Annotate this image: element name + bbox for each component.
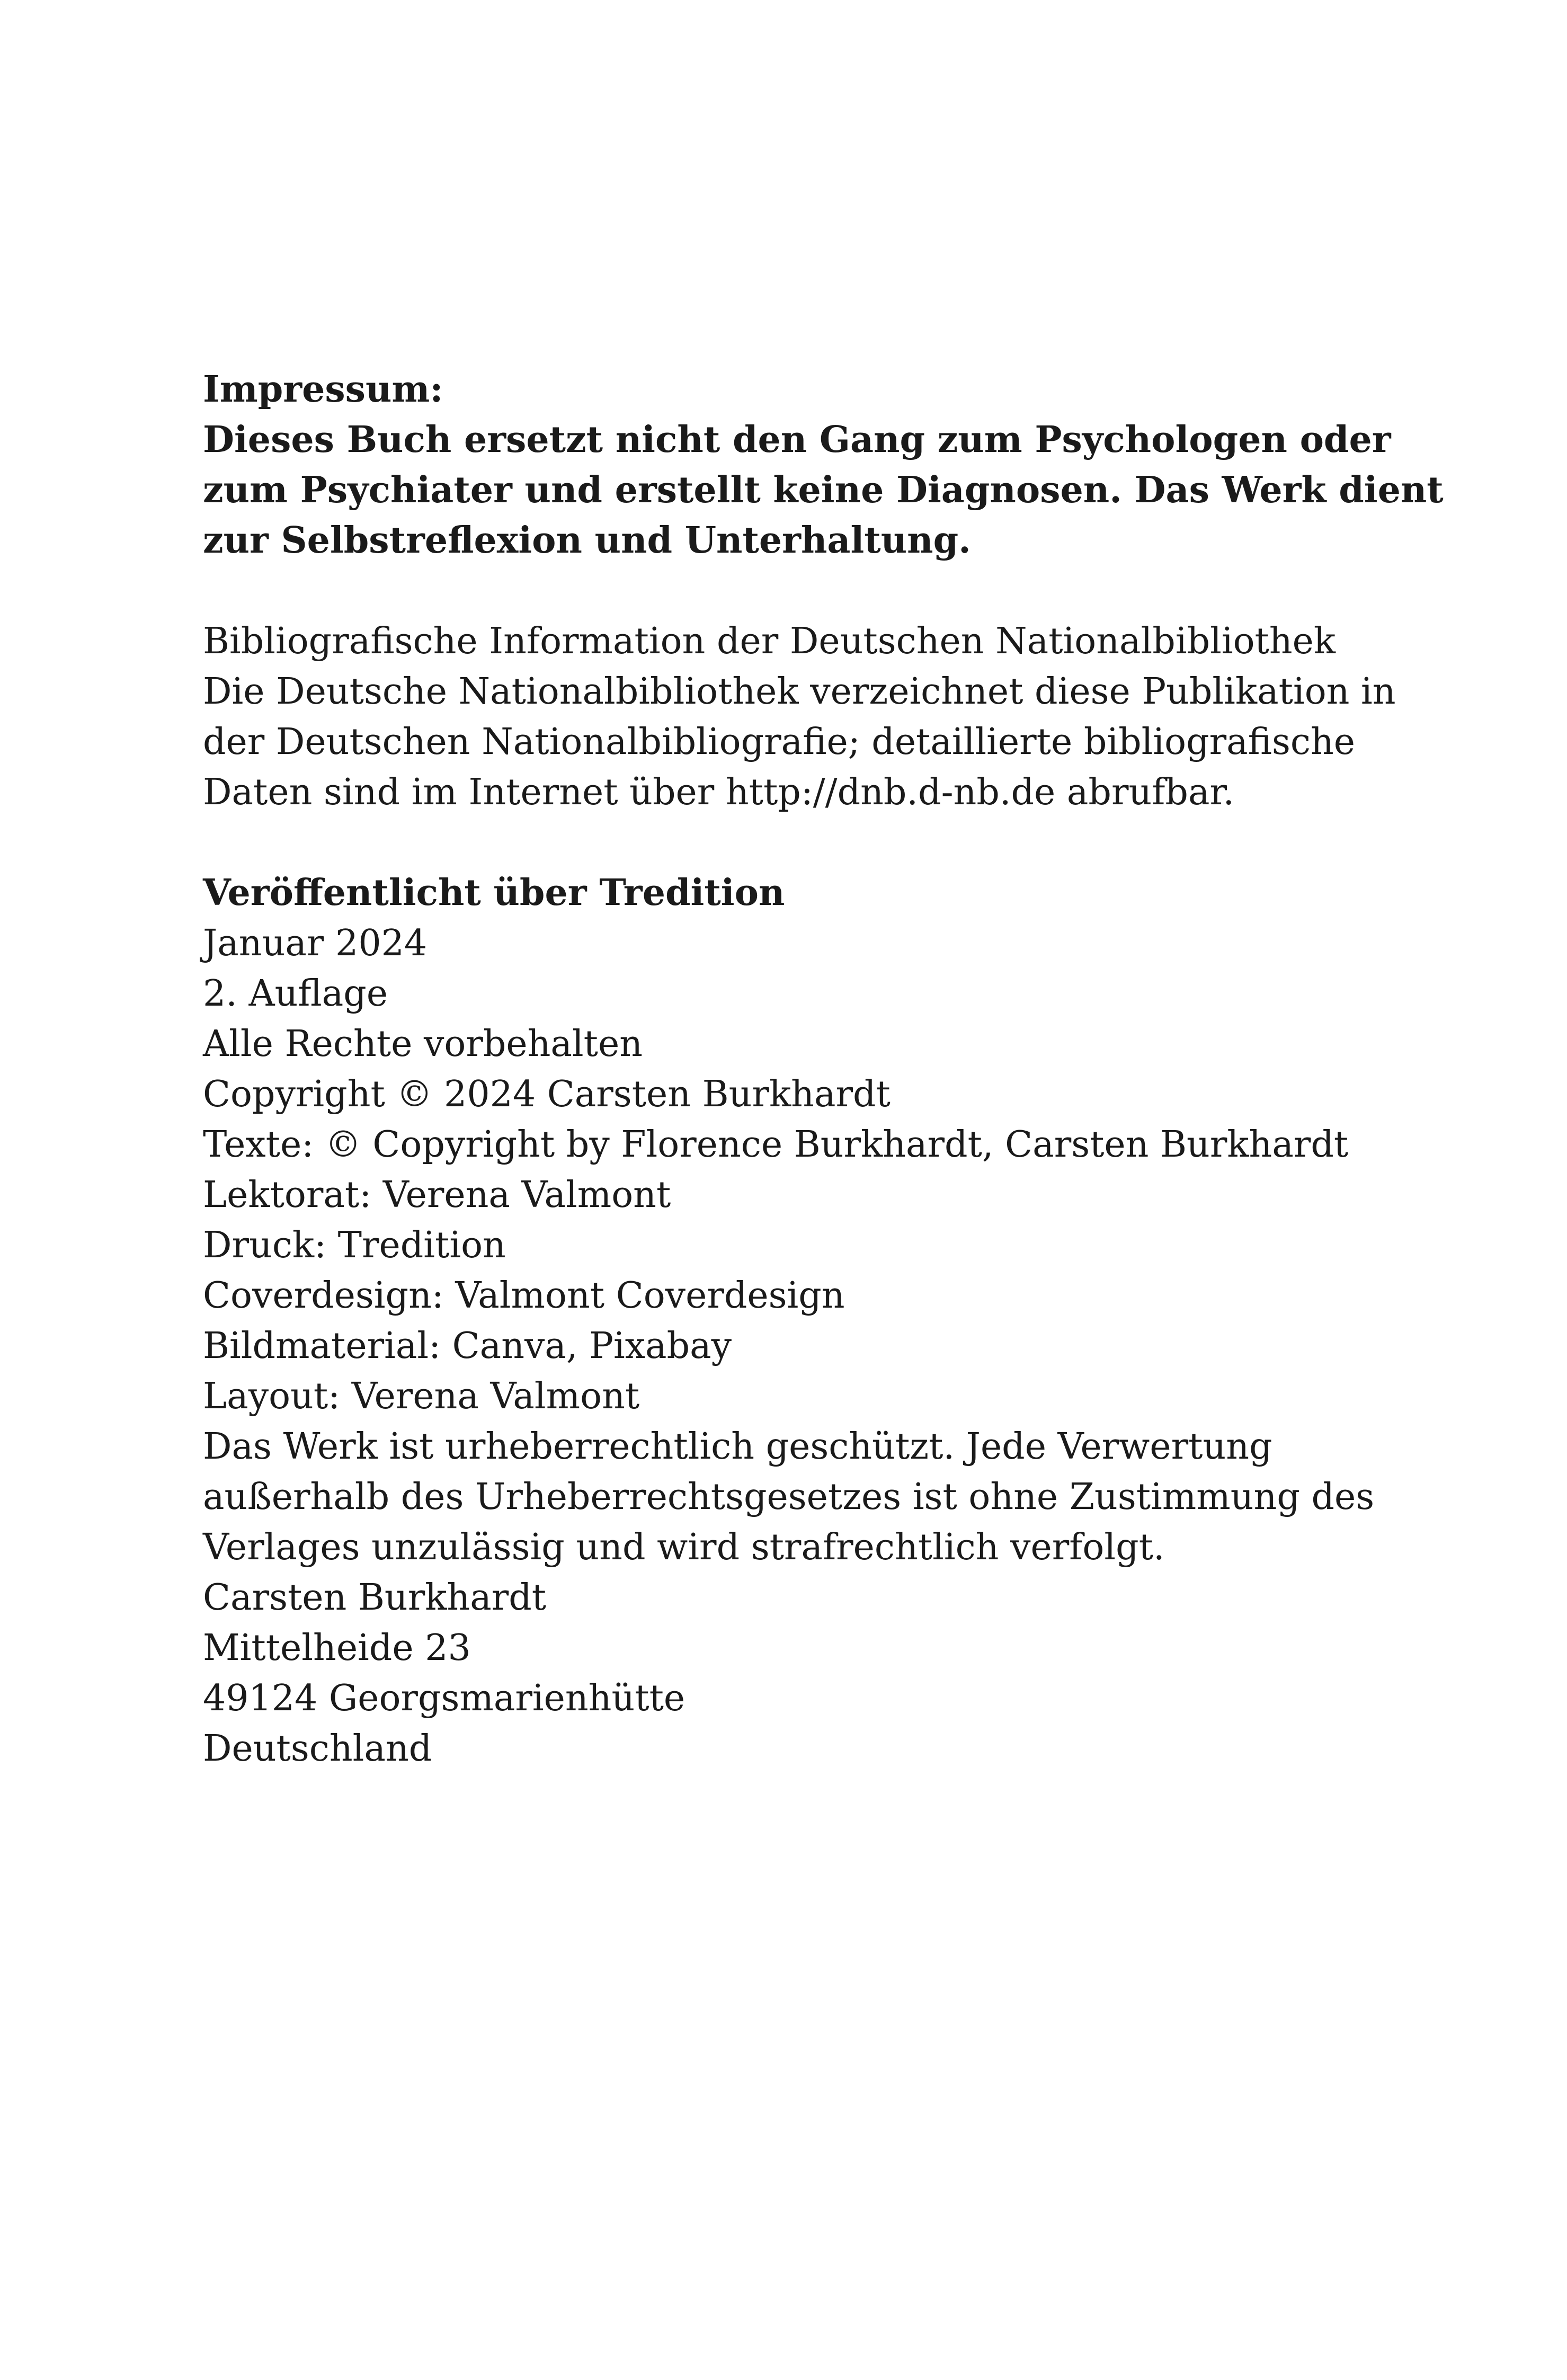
bibliographic-line: Die Deutsche Nationalbibliothek verzeichnet diese Publikation in (203, 671, 1396, 713)
editing-line: Lektorat: Verena Valmont (203, 1174, 671, 1216)
bibliographic-line: Bibliografische Information der Deutschen Nationalbibliothek (203, 620, 1336, 662)
bibliographic-line: der Deutschen Nationalbibliografie; detaillierte bibliografische (203, 721, 1356, 763)
publication-date: Januar 2024 (203, 922, 428, 964)
disclaimer-line: zur Selbstreflexion und Unterhaltung. (203, 519, 971, 562)
image-material-line: Bildmaterial: Canva, Pixabay (203, 1325, 732, 1367)
layout-line: Layout: Verena Valmont (203, 1375, 640, 1417)
legal-notice-line: Verlages unzulässig und wird strafrechtlich verfolgt. (203, 1526, 1165, 1568)
publication-heading: Veröffentlicht über Tredition (203, 872, 785, 914)
impressum-heading: Impressum: (203, 368, 443, 411)
bibliographic-line: Daten sind im Internet über http://dnb.d-nb.de abrufbar. (203, 771, 1235, 813)
paragraph-gap (203, 566, 1368, 616)
copyright-line: Copyright © 2024 Carsten Burkhardt (203, 1073, 891, 1115)
legal-notice-line: Das Werk ist urheberrechtlich geschützt. Jede Verwertung (203, 1426, 1272, 1468)
disclaimer-line: zum Psychiater und erstellt keine Diagnosen. Das Werk dient (203, 469, 1444, 511)
address-city: 49124 Georgsmarienhütte (203, 1677, 685, 1719)
edition-line: 2. Auflage (203, 973, 388, 1015)
address-street: Mittelheide 23 (203, 1627, 471, 1669)
address-name: Carsten Burkhardt (203, 1577, 547, 1619)
legal-notice-line: außerhalb des Urheberrechtsgesetzes ist ohne Zustimmung des (203, 1476, 1375, 1518)
address-country: Deutschland (203, 1728, 432, 1770)
rights-line: Alle Rechte vorbehalten (203, 1023, 643, 1065)
paragraph-gap (203, 818, 1368, 868)
texts-copyright-line: Texte: © Copyright by Florence Burkhardt, Carsten Burkhardt (203, 1124, 1349, 1166)
coverdesign-line: Coverdesign: Valmont Coverdesign (203, 1275, 845, 1317)
imprint-block (203, 365, 1444, 1774)
print-line: Druck: Tredition (203, 1224, 506, 1266)
disclaimer-line: Dieses Buch ersetzt nicht den Gang zum Psychologen oder (203, 419, 1391, 461)
